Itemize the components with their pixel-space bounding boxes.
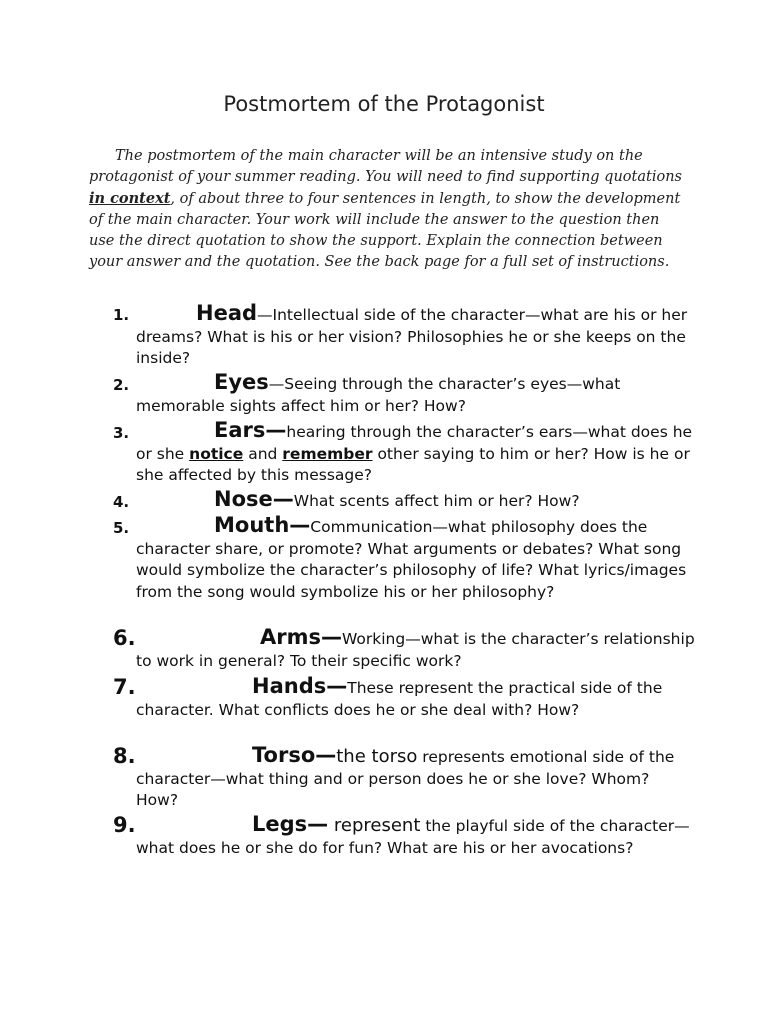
- item-body: [136, 515, 696, 603]
- item-text: hearing through the character’s ears—what does he or she: [136, 423, 693, 463]
- item-text: —Seeing through the character’s eyes—what memorable sights affect him or her? How?: [136, 375, 621, 415]
- item-number: 1.: [113, 306, 130, 324]
- item-body: [136, 489, 696, 513]
- item-number: 7.: [113, 675, 136, 699]
- item-body: [136, 420, 696, 487]
- item-body: [136, 745, 696, 812]
- item-text-large: the torso: [336, 746, 418, 767]
- notice-emphasis: notice: [189, 444, 244, 463]
- item-heading: Ears—: [214, 418, 287, 442]
- item-body: [136, 676, 696, 721]
- item-number: 3.: [113, 424, 130, 442]
- item-heading: Torso—: [252, 743, 337, 767]
- item-heading: Arms—: [260, 625, 342, 649]
- item-text: What scents affect him or her? How?: [293, 492, 580, 510]
- page-title: Postmortem of the Protagonist: [223, 92, 545, 116]
- item-body: [136, 303, 696, 370]
- item-text: —Intellectual side of the character—what are his or her dreams? What is his or her vision? Philosophies he or she keeps on the inside?: [136, 306, 688, 367]
- item-text-cont: other saying to him or her? How is he or she affected by this message?: [136, 444, 690, 484]
- intro-paragraph: [89, 146, 685, 273]
- item-text: the playful side of the character—what does he or she do for fun? What are his or her avocations?: [136, 817, 690, 857]
- item-heading: Head: [196, 301, 258, 325]
- item-text: represents emotional side of the character—what thing and or person does he or she love? Whom? How?: [136, 748, 675, 809]
- item-number: 4.: [113, 493, 130, 511]
- item-heading: Nose—: [214, 487, 294, 511]
- item-text: These represent the practical side of the character. What conflicts does he or she deal with? How?: [136, 679, 663, 719]
- item-body: [136, 627, 696, 672]
- item-number: 2.: [113, 376, 130, 394]
- item-body: [136, 814, 696, 859]
- item-heading: Mouth—: [214, 513, 311, 537]
- item-heading: Eyes: [214, 370, 269, 394]
- item-text-large: represent: [328, 815, 421, 836]
- item-number: 5.: [113, 519, 130, 537]
- item-heading: Legs—: [252, 812, 329, 836]
- item-text: Communication—what philosophy does the character share, or promote? What arguments or debates? What song would symbolize the character’s philosophy of life? What lyrics/images from the song would symbolize his or her philosophy?: [136, 518, 687, 601]
- item-number: 6.: [113, 626, 136, 650]
- item-heading: Hands—: [252, 674, 348, 698]
- in-context-emphasis: in context: [89, 190, 171, 207]
- item-number: 8.: [113, 744, 136, 768]
- item-text: Working—what is the character’s relationship to work in general? To their specific work?: [136, 630, 695, 670]
- item-number: 9.: [113, 813, 136, 837]
- intro-text: The postmortem of the main character will be an intensive study on the protagonist of your summer reading. You will need to find supporting quotations: [89, 148, 682, 185]
- item-text-and: and: [243, 444, 283, 463]
- item-body: [136, 372, 696, 417]
- remember-emphasis: remember: [282, 444, 373, 463]
- intro-text-cont: , of about three to four sentences in length, to show the development of the main character. Your work will include the answer to the question then use the direct quotation to show the support. Explain the connection between your answer and the quotation. See the back page for a full set of instructions.: [89, 191, 681, 270]
